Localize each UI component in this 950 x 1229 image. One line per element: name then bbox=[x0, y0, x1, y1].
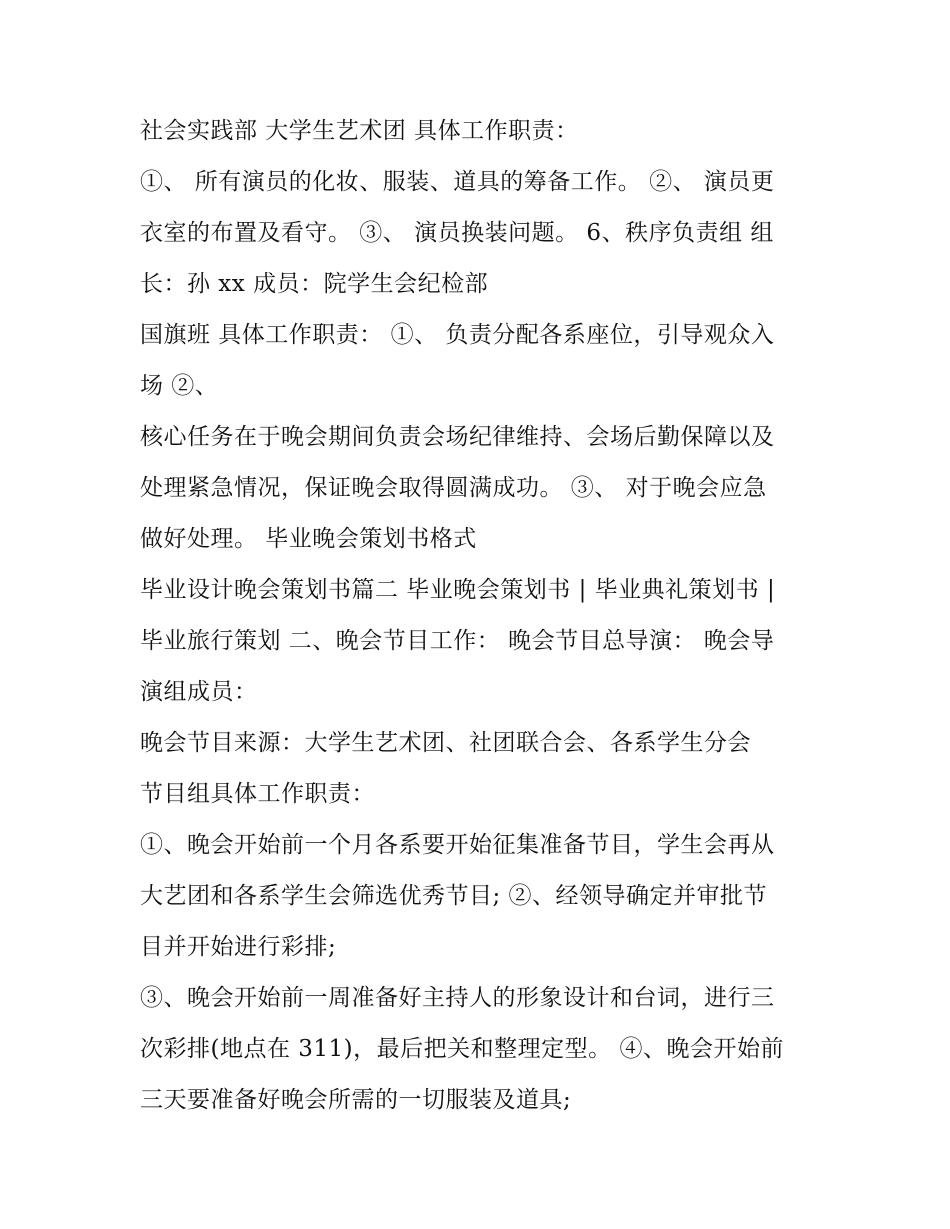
text-line: 目并开始进行彩排; bbox=[140, 934, 337, 960]
text-line: 三天要准备好晚会所需的一切服装及道具; bbox=[140, 1087, 572, 1113]
text-line: 衣室的布置及看守。 ③、 演员换装问题。 6、秩序负责组 组 bbox=[140, 220, 774, 246]
text-line: 次彩排(地点在 311)，最后把关和整理定型。 ④、晚会开始前 bbox=[140, 1036, 784, 1062]
text-line: 晚会节目来源：大学生艺术团、社团联合会、各系学生分会 bbox=[140, 730, 751, 756]
text-line: 长：孙 xx 成员：院学生会纪检部 bbox=[140, 271, 489, 297]
text-line: 社会实践部 大学生艺术团 具体工作职责： bbox=[140, 118, 579, 144]
text-line: 演组成员： bbox=[140, 679, 258, 705]
text-line: 处理紧急情况，保证晚会取得圆满成功。 ③、 对于晚会应急 bbox=[140, 475, 767, 501]
text-line: ①、晚会开始前一个月各系要开始征集准备节目，学生会再从 bbox=[140, 832, 775, 858]
text-line: 节目组具体工作职责： bbox=[140, 781, 375, 807]
text-line: 毕业旅行策划 二、晚会节目工作： 晚会节目总导演： 晚会导 bbox=[140, 628, 775, 654]
text-line: 毕业设计晚会策划书篇二 毕业晚会策划书 | 毕业典礼策划书 | bbox=[140, 577, 776, 603]
text-line: ③、晚会开始前一周准备好主持人的形象设计和台词，进行三 bbox=[140, 985, 775, 1011]
document-body bbox=[140, 106, 820, 1126]
text-line: 核心任务在于晚会期间负责会场纪律维持、会场后勤保障以及 bbox=[140, 424, 775, 450]
text-line: 场 ②、 bbox=[140, 373, 219, 399]
text-line: 大艺团和各系学生会筛选优秀节目; ②、经领导确定并审批节 bbox=[140, 883, 768, 909]
text-line: ①、 所有演员的化妆、服装、道具的筹备工作。 ②、 演员更 bbox=[140, 169, 775, 195]
text-line: 做好处理。 毕业晚会策划书格式 bbox=[140, 526, 477, 552]
text-line: 国旗班 具体工作职责： ①、 负责分配各系座位，引导观众入 bbox=[140, 322, 775, 348]
